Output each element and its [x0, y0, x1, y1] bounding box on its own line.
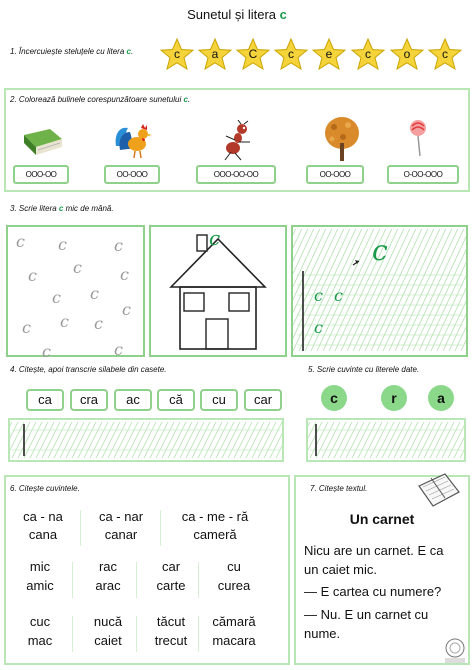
dotted-cursive-c-12: c: [122, 300, 131, 319]
star-8[interactable]: [428, 38, 462, 70]
word-separator-3: [72, 562, 73, 598]
word-r2-c2: canar: [104, 527, 138, 542]
cursive-letters-box: [6, 225, 145, 357]
dotted-cursive-c-8: c: [90, 284, 99, 303]
star-3[interactable]: [236, 38, 270, 70]
word-r1-c3: ca - me - ră: [181, 509, 249, 524]
star-1[interactable]: [160, 38, 194, 70]
ant-icon: [217, 120, 257, 162]
dotted-cursive-c-14: c: [114, 340, 123, 359]
ex5-instruction: [308, 365, 419, 374]
word-separator-6: [72, 616, 73, 652]
ex2-label: 2. Colorează bulinele corespunzătoare sunetului: [10, 95, 184, 104]
rooster-icon: [110, 120, 154, 160]
ex6-instruction: [10, 484, 80, 493]
word-r3-c4: cu: [227, 559, 241, 574]
notebook-icon: [415, 470, 463, 510]
ex7-label: 7. Citește textul.: [310, 484, 368, 493]
dotted-cursive-c-4: c: [28, 266, 37, 285]
syllable-box-3: ac: [114, 389, 152, 411]
ex6-label: 6. Citește cuvintele.: [10, 484, 80, 493]
ex5-writing-lines: [308, 420, 464, 460]
dotted-cursive-c-7: c: [52, 288, 61, 307]
ex2-letter: c: [183, 95, 188, 104]
bubble-box-2[interactable]: OO-OOO: [104, 165, 160, 184]
ex3-label-a: 3. Scrie litera: [10, 204, 59, 213]
practice-cursive-c-1: c: [314, 286, 323, 305]
word-r4-c1: amic: [26, 578, 54, 593]
ex4-instruction: [10, 365, 167, 374]
word-r6-c1: mac: [27, 633, 53, 648]
word-r6-c3: trecut: [154, 633, 188, 648]
star-letter: c: [442, 47, 448, 61]
bubble-box-3[interactable]: OOO-OO-OO: [196, 165, 276, 184]
practice-cursive-c-3: c: [314, 318, 323, 337]
word-r5-c4: cămară: [212, 614, 256, 629]
word-r1-c1: ca - na: [23, 509, 63, 524]
word-r6-c4: macara: [212, 633, 256, 648]
star-letter: e: [325, 47, 333, 61]
word-r3-c2: rac: [98, 559, 118, 574]
story-line-2: un caiet mic.: [304, 562, 377, 577]
star-2[interactable]: [198, 38, 232, 70]
syllable-box-2: cra: [70, 389, 108, 411]
word-r5-c3: tăcut: [156, 614, 186, 629]
bubble-box-4[interactable]: OO-OOO: [306, 165, 364, 184]
ex2-period: .: [187, 95, 191, 104]
tree-icon: [323, 115, 361, 163]
ex5-writing-area[interactable]: [306, 418, 466, 462]
word-r3-c3: car: [161, 559, 181, 574]
ex1-instruction: [10, 47, 133, 56]
title-letter: c: [279, 7, 287, 22]
word-separator-7: [136, 616, 137, 652]
practice-cursive-c-2: c: [334, 286, 343, 305]
story-heading: Un carnet: [349, 511, 415, 527]
dotted-cursive-c-1: c: [16, 232, 25, 251]
dotted-cursive-c-9: c: [22, 318, 31, 337]
star-4[interactable]: [274, 38, 308, 70]
dotted-cursive-c-5: c: [73, 258, 82, 277]
dotted-cursive-c-3: c: [114, 236, 123, 255]
ex7-instruction: [310, 484, 367, 493]
lollipop-icon: [403, 118, 433, 158]
word-r3-c1: mic: [29, 559, 51, 574]
word-r4-c4: curea: [217, 578, 251, 593]
ex5-label: 5. Scrie cuvinte cu literele date.: [308, 365, 420, 374]
star-letter: a: [211, 47, 219, 61]
star-5[interactable]: [312, 38, 346, 70]
book-icon: [20, 125, 64, 159]
star-letter: C: [248, 47, 258, 61]
word-separator-1: [80, 510, 81, 546]
letter-circle-3: a: [428, 385, 454, 411]
ex4-writing-area[interactable]: [8, 418, 284, 462]
word-r2-c3: cameră: [193, 527, 237, 542]
publisher-logo-icon: [442, 637, 468, 665]
word-r2-c1: cana: [28, 527, 58, 542]
ex4-label: 4. Citește, apoi transcrie silabele din casete.: [10, 365, 167, 374]
syllable-box-6: car: [244, 389, 282, 411]
model-cursive-c: c: [372, 234, 388, 267]
ex1-label: 1. Încercuiește steluțele cu litera: [10, 47, 127, 56]
dotted-cursive-c-6: c: [120, 265, 129, 284]
syllable-box-4: că: [157, 389, 195, 411]
word-r4-c2: arac: [95, 578, 121, 593]
letter-circle-2: r: [381, 385, 407, 411]
dotted-cursive-c-11: c: [94, 314, 103, 333]
story-line-4: — Nu. E un carnet cu: [304, 607, 429, 622]
ex3-label-b: mic de mână.: [63, 204, 114, 213]
word-separator-5: [198, 562, 199, 598]
star-letter: o: [403, 47, 411, 61]
word-r4-c3: carte: [156, 578, 186, 593]
syllable-box-5: cu: [200, 389, 238, 411]
ex1-period: .: [130, 47, 134, 56]
word-separator-2: [160, 510, 161, 546]
star-letter: c: [288, 47, 294, 61]
dotted-cursive-c-10: c: [60, 312, 69, 331]
star-letter: c: [174, 47, 180, 61]
title-text: Sunetul și litera: [187, 7, 280, 22]
story-line-5: nume.: [304, 626, 341, 641]
ex4-writing-lines: [10, 420, 282, 460]
letter-circle-1: c: [321, 385, 347, 411]
star-letter: c: [365, 47, 371, 61]
dotted-cursive-c-13: c: [42, 342, 51, 361]
bubble-box-5[interactable]: O-OO-OOO: [387, 165, 459, 184]
ex3-instruction: [10, 204, 114, 213]
word-separator-4: [136, 562, 137, 598]
dotted-cursive-c-2: c: [58, 235, 67, 254]
story-line-1: Nicu are un carnet. E ca: [304, 543, 444, 558]
syllable-box-1: ca: [26, 389, 64, 411]
star-6[interactable]: [351, 38, 385, 70]
word-separator-8: [198, 616, 199, 652]
ex1-letter: c: [126, 47, 131, 56]
page-title: [0, 7, 474, 22]
chimney-cursive-c: c: [209, 226, 221, 250]
word-r5-c2: nucă: [93, 614, 123, 629]
star-7[interactable]: [390, 38, 424, 70]
word-r5-c1: cuc: [29, 614, 51, 629]
story-line-3: — E cartea cu numere?: [304, 584, 442, 599]
word-r1-c2: ca - nar: [98, 509, 144, 524]
ex3-letter: c: [58, 204, 64, 213]
bubble-box-1[interactable]: OOO-OO: [13, 165, 69, 184]
word-r6-c2: caiet: [94, 633, 122, 648]
ex2-instruction: [10, 95, 190, 104]
